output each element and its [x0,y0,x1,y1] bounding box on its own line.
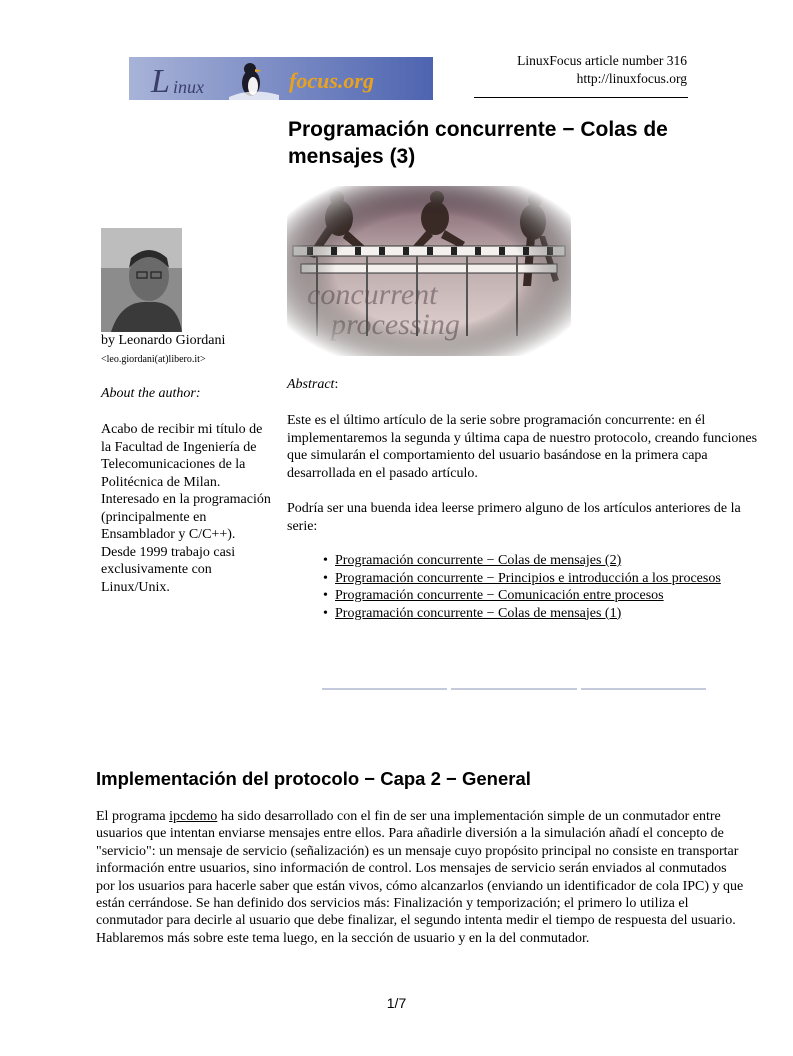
related-articles-list [323,552,721,622]
logo-graphic [129,57,433,100]
author-byline: by Leonardo Giordani [101,333,226,348]
ipcdemo-link[interactable]: ipcdemo [169,809,218,824]
section-heading: Implementación del protocolo − Capa 2 − General [96,768,531,789]
list-item: • Programación concurrente − Colas de mensajes (2) [323,553,622,568]
section-separator [322,688,706,690]
about-author-text: Acabo de recibir mi título de la Facultad de Ingeniería de Telecomunicaciones de la Politécnica de Milan. Interesado en la programación (principalmente en Ensamblador y C/C++). Desde 1999 trabajo casi exclusivamente con Linux/Unix. [101,422,271,595]
body-text: ha sido desarrollado con el fin de ser una implementación simple de un conmutador entre usuarios que intentan enviarse mensajes entre ellos. Para añadirle diversión a la simulación añadí el concepto de "servicio": un mensaje de servicio (señalización) es un mensaje cuyo propósito principal no consiste en transportar información entre usuarios, sino información de control. Los mensajes de servicio serán enviados al conmutados por los usuarios para hacerle saber que están vivos, cómo alcanzarlos (enviando un identificador de cola IPC) y que están cerrándose. Se han definido dos servicios más: Finalización y temporización; el primero lo utiliza el conmutador para decirle al usuario que debe finalizar, el segundo intenta medir el tiempo de respuesta del usuario. Hablaremos más sobre este tema luego, en la sección de usuario y en la del conmutador. [96,809,744,946]
article-link[interactable]: Programación concurrente − Colas de mensajes (2) [335,553,622,568]
separator-segment [451,688,576,690]
article-meta [517,52,687,88]
abstract-label [287,377,338,393]
site-url: http://linuxfocus.org [576,71,687,86]
section-body [96,808,746,947]
article-link[interactable]: Programación concurrente − Colas de mensajes (1) [335,605,622,621]
author-email: <leo.giordani(at)libero.it> [101,354,206,365]
list-item: • Programación concurrente − Colas de mensajes (1) [323,605,622,621]
page-number: 1/7 [386,995,407,1011]
author-portrait [101,228,182,332]
abstract-paragraph: Podría ser una buenda idea leerse primero alguno de los artículos anteriores de la serie: [287,501,741,534]
linuxfocus-logo[interactable] [129,57,433,100]
list-item: • Programación concurrente − Comunicación entre procesos [323,588,664,603]
list-item: • Programación concurrente − Principios e introducción a los procesos [323,570,721,586]
logo-word: inux [173,77,204,97]
body-text: El programa [96,809,170,824]
header-rule [474,97,688,98]
hero-image [287,186,571,356]
about-author-heading: About the author: [101,386,201,401]
abstract-paragraph: Este es el último artículo de la serie sobre programación concurrente: en él implementaremos la segunda y última capa de nuestro protocolo, creando funciones que simularán el comportamiento del usuario basándose en la primera capa desarrollada en el pasado artículo. [287,413,758,481]
separator-segment [322,688,447,690]
author-photo [101,228,182,332]
article-number: LinuxFocus article number 316 [517,53,687,68]
abstract-colon: : [334,377,339,392]
separator-segment [581,688,706,690]
page-title: Programación concurrente − Colas de mensajes (3) [288,118,668,168]
logo-focus: focus.org [289,68,374,93]
logo-letter: L [151,63,170,100]
hurdles-illustration [287,186,571,356]
abstract-word: Abstract [287,377,335,392]
article-link[interactable]: Programación concurrente − Principios e introducción a los procesos [335,570,721,586]
article-link[interactable]: Programación concurrente − Comunicación entre procesos [335,588,664,603]
